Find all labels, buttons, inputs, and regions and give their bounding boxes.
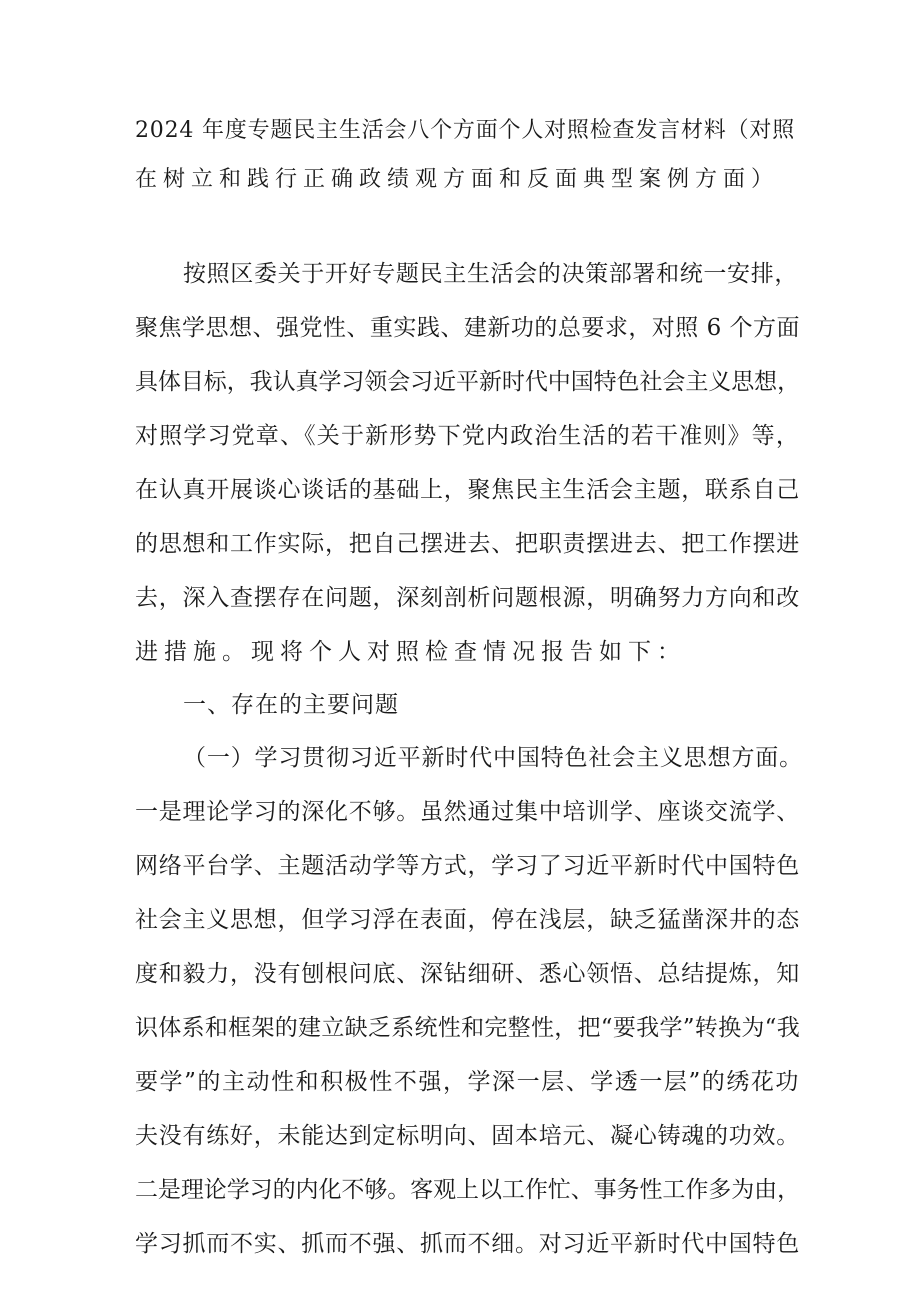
body-paragraph-line: （一）学习贯彻习近平新时代中国特色社会主义思想方面。 [183,745,803,771]
section-heading: 一、存在的主要问题 [183,692,399,718]
document-title-line-1: 2024 年度专题民主生活会八个方面个人对照检查发言材料（对照 [135,118,795,143]
body-paragraph-line: 要学”的主动性和积极性不强，学深一层、学透一层”的绣花功 [135,1069,800,1095]
body-paragraph-line: 夫没有练好，未能达到定标明向、固本培元、凝心铸魂的功效。 [135,1123,800,1149]
body-paragraph-line: 度和毅力，没有刨根问底、深钻细研、悉心领悟、总结提炼，知 [135,961,800,987]
document-title-line-2: 在树立和践行正确政绩观方面和反面典型案例方面） [135,167,780,192]
intro-paragraph-line: 在认真开展谈心谈话的基础上，聚焦民主生活会主题，联系自己 [135,477,800,503]
intro-paragraph-line: 的思想和工作实际，把自己摆进去、把职责摆进去、把工作摆进 [135,531,800,557]
intro-paragraph-line: 进措施。现将个人对照检查情况报告如下： [135,639,686,665]
intro-paragraph-line: 对照学习党章、《关于新形势下党内政治生活的若干准则》等， [135,423,800,449]
intro-paragraph-line: 具体目标，我认真学习领会习近平新时代中国特色社会主义思想， [135,369,801,395]
intro-paragraph-line: 去，深入查摆存在问题，深刻剖析问题根源，明确努力方向和改 [135,585,800,611]
intro-paragraph-line: 聚焦学思想、强党性、重实践、建新功的总要求，对照 6 个方面 [135,315,800,341]
body-paragraph-line: 识体系和框架的建立缺乏系统性和完整性，把“要我学”转换为“我 [135,1015,800,1041]
intro-paragraph-line: 按照区委关于开好专题民主生活会的决策部署和统一安排， [183,261,798,287]
body-paragraph-line: 一是理论学习的深化不够。虽然通过集中培训学、座谈交流学、 [135,799,800,825]
body-paragraph-line: 二是理论学习的内化不够。客观上以工作忙、事务性工作多为由， [135,1177,801,1203]
body-paragraph-line: 社会主义思想，但学习浮在表面，停在浅层，缺乏猛凿深井的态 [135,907,800,933]
body-paragraph-line: 网络平台学、主题活动学等方式，学习了习近平新时代中国特色 [135,853,800,879]
body-paragraph-line: 学习抓而不实、抓而不强、抓而不细。对习近平新时代中国特色 [135,1231,800,1257]
